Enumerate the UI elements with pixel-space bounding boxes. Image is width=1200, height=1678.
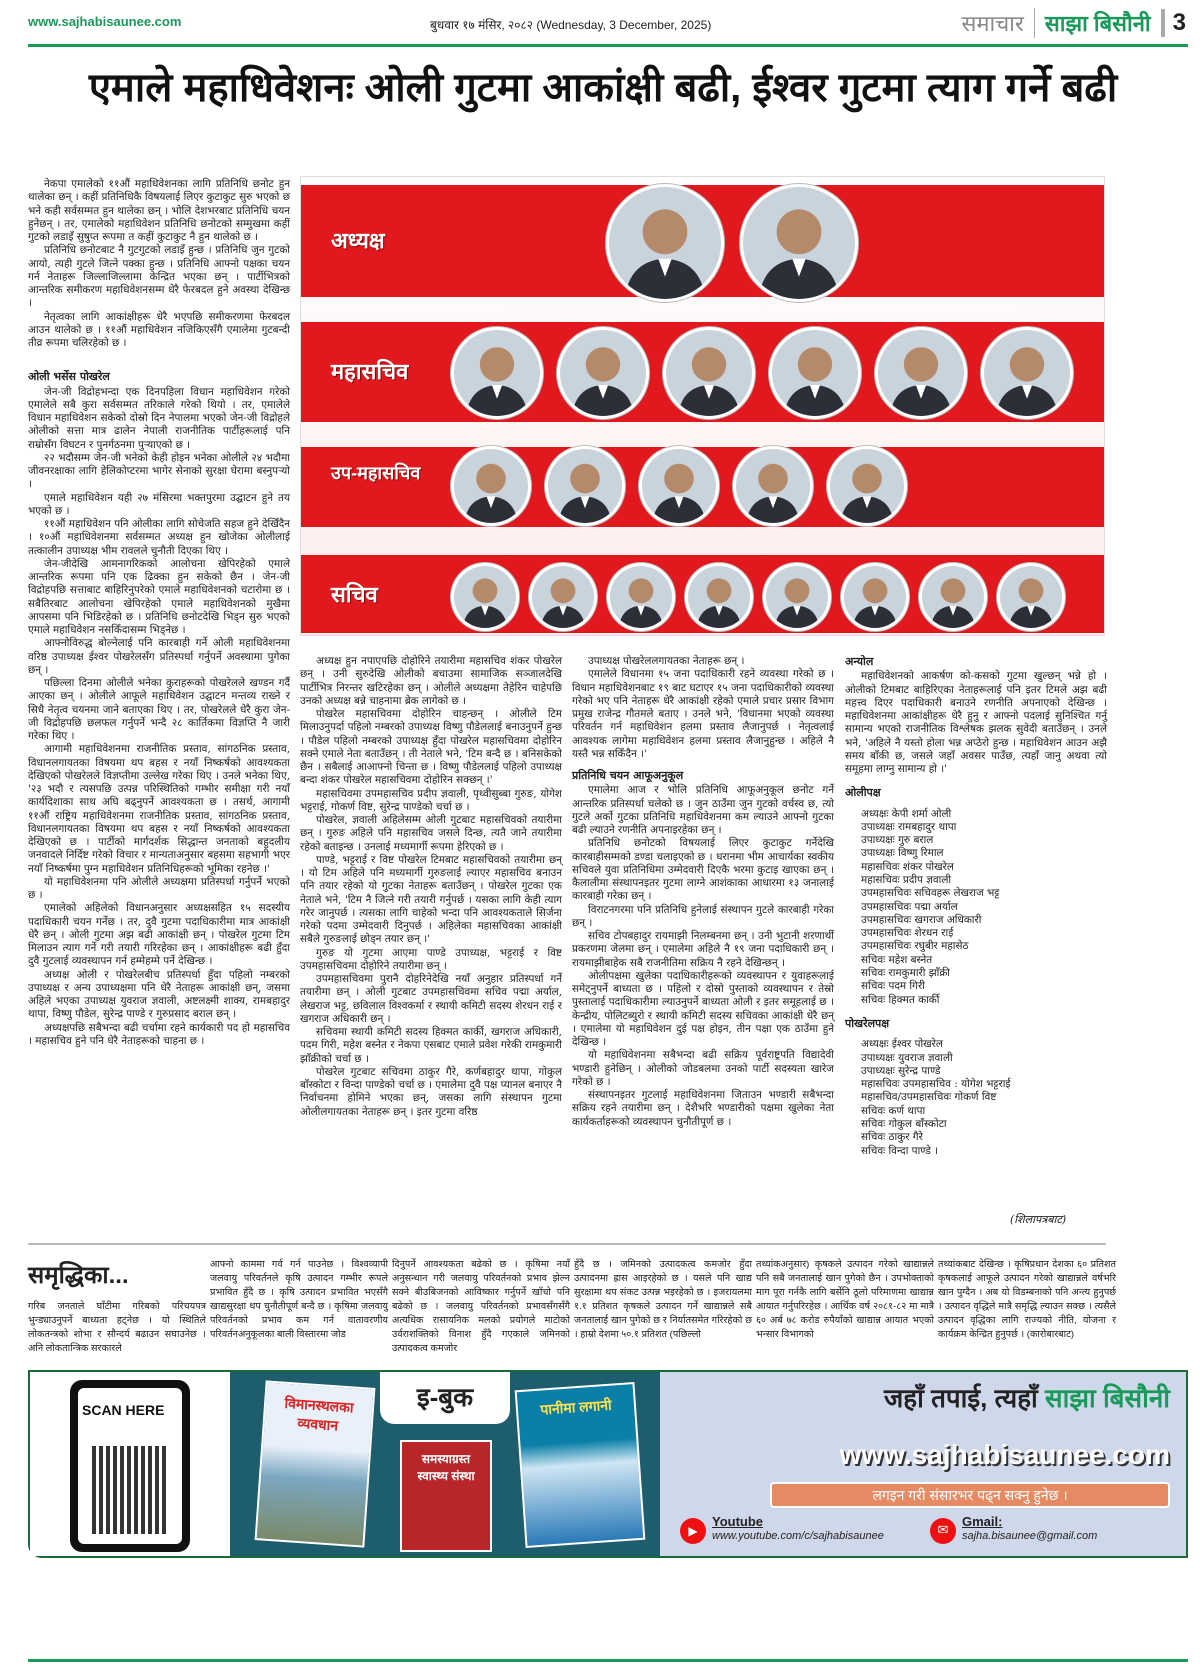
editorial-column: तथ्यांकअनुसार) कृषकले उत्पादन गरेको खाद्यान्नले पनि सबै जनतालाई खान पुगेको छैन । उपभोक्ताको माग पूरा गर्नकै लागि बर्सेनि ठूलो परिमाणमा खाद्यान्न आयात गर्नुपरिरहेछ । आर्थिक वर्ष २०८१-८२ मा मात्रै ६० अर्ब ७८ करोड रुपैयाँको खाद्यान्न आयात भएको भन्सार विभागको	[756, 1259, 934, 1340]
photos-row	[606, 183, 858, 303]
paragraph: महाधिवेशनको आकर्षण को-कसको गुटमा खुल्छन् भन्ने हो । ओलीको टिमबाट बाहिरिएका नेताहरूलाई पनि इतर टिमले अझ बढी महत्त्व दिएर पदाधिकारी बनाउने रणनीति अपनाएको देखिन्छ । महाधिवेशनमा आकांक्षीहरू धेरै हुनु र आफ्नो पदलाई सुनिश्चित गर्नु सामान्य भएको राजनीतिक विश्लेषक झलक सुवेदी बताउँछन् । उनले भने, 'अहिले नै यस्तो होला भन्न अप्ठेरो हुन्छ । महाधिवेशन आउन अझै समय बाँकी छ, जसले जहाँ अवसर पाउँछ, त्यहाँ जानु अथवा त्यो समूहमा लाग्नु सामान्य हो ।'	[845, 670, 1107, 775]
faction-member: उपमहासचिवः सचिवहरू लेखराज भट्ट	[861, 887, 1000, 900]
article-column-4	[845, 655, 1107, 1158]
faction-member: उपाध्यक्षः सुरेन्द्र पाण्डे	[861, 1064, 941, 1077]
paragraph: नेतृत्वका लागि आकांक्षीहरू धेरै भएपछि समीकरणमा फेरबदल आउन थालेको छ । ११औं महाधिवेशन नजिकिएसँगै एमालेमा गुटबन्दी तीव्र रूपमा चलिरहेको छ ।	[28, 310, 290, 349]
section-name: समाचार	[961, 11, 1024, 36]
paragraph: जेन-जी विद्रोहभन्दा एक दिनपहिला विधान महाधिवेशन गरेको एमालेले सबै कुरा सर्वसम्मत तरिकाले गरेको थियो । तर, एमालेले विधान महाधिवेशन सकेको दोस्रो दिन नेपालमा भएको जेन-जी विद्रोहले ओलीको सत्ता मात्र ढालेन नेपाली राजनीतिक पार्टीहरूलाई पनि राम्रोसँग विघटन र पुनर्गठनमा पुऱ्याएको छ ।	[28, 385, 290, 451]
phone-icon	[70, 1380, 190, 1552]
mail-icon[interactable]: ✉	[930, 1518, 956, 1544]
paragraph: सचिवमा स्थायी कमिटी सदस्य हिक्मत कार्की, खगराज अधिकारी, पदम गिरी, महेश बस्नेत र नेकपा एसबाट एमाले प्रवेश गरेकी रामकुमारी झाँक्रीको चर्चा छ ।	[300, 1026, 562, 1065]
paragraph: अध्यक्षपछि सबैभन्दा बढी चर्चामा रहने कार्यकारी पद हो महासचिव । महासचिव हुने पनि धेरै नेताहरूको चाहना छ ।	[28, 1021, 290, 1047]
ad-slogan: जहाँ तपाई, त्यहाँ साझा बिसौनी	[884, 1383, 1170, 1413]
portrait-photo	[607, 563, 675, 631]
faction-member: सचिवः ठाकुर गैरे	[861, 1131, 923, 1144]
faction-member: उपमहासचिवः खगराज अधिकारी	[861, 913, 982, 926]
faction-member: उपमहासचिवः शेरधन राई	[861, 927, 954, 940]
site-url[interactable]: www.sajhabisaunee.com	[28, 14, 182, 29]
masthead-brand: साझा बिसौनी	[1034, 8, 1151, 38]
paragraph: ओलीपक्षमा खुलेका पदाधिकारीहरूको व्यवस्थापन र युवाहरूलाई समेट्नुपर्ने बाध्यता छ । पहिलो र दोस्रो पुस्ताको व्यवस्थापन र तेस्रो पुस्तालाई पदाधिकारीमा ल्याउनुपर्ने बाध्यता ओली र इतर समूहलाई छ । केन्द्रीय, पोलिटब्युरो र स्थायी कमिटी सदस्य सचिवका आकांक्षी धेरै छन् । एमालेमा यो महाधिवेशन दुई पक्ष होइन, तीन पक्षा एक ठाउँमा हुने देखिन्छ ।	[572, 969, 834, 1048]
footer-rule	[28, 1659, 1188, 1662]
pokharel-faction-list	[845, 1038, 1107, 1158]
portrait-photo	[606, 184, 724, 302]
paragraph: सचिव टोपबहादुर रायमाझी निलम्बनमा छन् । उनी भुटानी शरणार्थी प्रकरणमा जेलमा छन् । एमालेमा अहिले नै १९ जना पदाधिकारी छन् । रायमाझीबाहेक सबै राजनीतिमा सक्रिय नै रहने देखिन्छन् ।	[572, 930, 834, 969]
portrait-photo	[981, 327, 1073, 419]
photos-row	[451, 562, 1065, 632]
portrait-photo	[841, 563, 909, 631]
login-banner: लगइन गरी संसारभर पढ्न सक्नु हुनेछ ।	[770, 1482, 1170, 1508]
faction-member: सचिवः पदम गिरी	[861, 980, 925, 993]
row-label: सचिव	[331, 582, 378, 607]
paragraph: जेन-जीदेखि आमनागरिकको आलोचना खेपिरहेको एमाले आन्तरिक रूपमा पनि एक ढिक्का हुन सकेको छैन । जेन-जी विद्रोहपछि सत्ताबाट बाहिरिनुपरेको एमाले महाधिवेशनको चटारोमा छ । सबैतिरबाट आलोचना खेपिरहेको एमाले महाधिवेशनको मुखैमा आपसमा पनि भिडिरहेको छ । प्रतिनिधि छनोटदेखि भिड्न सुरु भएको एमाले महाधिवेशन नसकिँदासम्म भिड्नेछ ।	[28, 557, 290, 636]
paragraph: उपमहासचिवमा पुरानै दोहरिनेदेखि नयाँ अनुहार प्रतिस्पर्धा गर्ने तयारीमा छन् । ओली गुटबाट उपमहासचिवमा सचिव पद्मा अर्याल, लेखराज भट्ट, छविलाल विश्वकर्मा र स्थायी कमिटी सदस्य शेरधन राई र खगराज अधिकारी छन् ।	[300, 973, 562, 1025]
books-panel	[230, 1372, 660, 1556]
faction-member: सचिवः विन्दा पाण्डे ।	[861, 1144, 939, 1157]
faction-member: सचिवः कर्ण थापा	[861, 1104, 926, 1117]
paragraph: पोखरेल महासचिवमा दोहोरिन चाहन्छन् । ओलीले टिम मिलाउनुपर्दा पहिलो नम्बरको उपाध्यक्ष विष्णु पौडेललाई बनाउनुपर्ने हुन्छ । पौडेल पहिलो नम्बरको उपाध्यक्ष हुँदा पोखरेल महासचिवमा दोहोरिन सक्ने एमाले नेता बताउँछन् । ती नेताले भने, 'टिम बन्दै छ । बनिसकेको छैन । सबैलाई आआफ्नो चिन्ता छ । विष्णु पौडेललाई पहिलो उपाध्यक्ष बन्दा शंकर पोखरेल महासचिवमा दोहोरिन सक्छन् ।'	[300, 708, 562, 787]
editorial-column: आफ्नो काममा गर्व गर्न पाउनेछ । विश्वव्यापी जलवायु परिवर्तनले कृषि उत्पादन गम्भीर रूपले प्रभावित हुँदै छ । कृषि उत्पादन प्रभावित भएसँगै खाद्यसुरक्षा थप चुनौतीपूर्ण बन्दै छ । कृषिमा जलवायु परिवर्तनको प्रभाव कम गर्न वातावरणीय परिवर्तनअनुकूलका बाली विस्तारमा जोड	[210, 1259, 388, 1340]
paragraph: एमालेको अहिलेको विधानअनुसार अध्यक्षसहित १५ सदस्यीय पदाधिकारी चयन गर्नेछ । तर, दुवै गुटमा पदाधिकारीमा मात्र आकांक्षी धेरै छन् । ओली गुटमा अझ बढी आकांक्षी छन् । पोखरेल गुटमा टिम मिलाउन त्याग गर्ने गरी तयारी गरिरहेका छन् । आकांक्षीहरू बढी हुँदा दुवै गुटलाई व्यवस्थापन गर्न हम्मेहम्मे पर्ने देखिन्छ ।	[28, 902, 290, 968]
faction-member: उपाध्यक्षः गुरु बराल	[861, 834, 934, 847]
portrait-photo	[769, 327, 861, 419]
faction-member: अध्यक्षः केपी शर्मा ओली	[861, 807, 952, 820]
article-column-1	[28, 178, 290, 1048]
editorial-column: हुँदै छ । जमिनको उत्पादकत्व कमजोर हुँदा उत्पादनमा ह्रास आइरहेको छ । यसले पनि खाद्य सुरक्षामा थप संकट उत्पन्न भइरहेको छ । इजरायलमा १.१ प्रतिशत कृषकले उत्पादन गर्ने खाद्यान्नले सबै जनतालाई खान पुगेको छ र निर्यातसमेत गरिरहेको छ । हाम्रो देशमा ५०.१ प्रतिशत (पछिल्लो	[574, 1259, 752, 1340]
paragraph: विराटनगरमा पनि प्रतिनिधि हुनेलाई संस्थापन गुटले कारबाही गरेका छन् ।	[572, 903, 834, 929]
portrait-photo	[451, 327, 543, 419]
paragraph: ११औं महाधिवेशन पनि ओलीका लागि सोचेजति सहज हुने देखिँदैन । १०औं महाधिवेशनमा सर्वसम्मत अध्यक्ष हुन खोजेका ओलीलाई तत्कालीन उपाध्यक्ष भीम रावलले चुनौती दिएका थिए ।	[28, 518, 290, 557]
editorial-column: तथ्यांकबाट देखिन्छ । कृषिप्रधान देशका ६० प्रतिशत कृषकलाई आफूले उत्पादन गरेको खाद्यान्नले वर्षभरि खान पुग्दैन । अब यो विडम्बनाको पनि अन्त्य हुनुपर्छ । उत्पादन वृद्धिले मात्रै समृद्धि ल्याउन सक्छ । त्यसैले उत्पादन वृद्धिका लागि राज्यको नीति, योजना र कार्यक्रम केन्द्रित हुनुपर्छ । (कारोबारबाट)	[938, 1259, 1116, 1340]
paragraph: अध्यक्ष हुन नपाएपछि दोहोरिने तयारीमा महासचिव शंकर पोखरेल छन् । उनी सुरुदेखि ओलीको बचाउमा सामाजिक सञ्जालदेखि पार्टीभित्र निरन्तर खटिरहेका छन् । ओलीले अध्यक्षमा तेहेरिन चाहेपछि उनको अध्यक्ष बन्ने चाहनामा ब्रेक लागेको छ ।	[300, 655, 562, 707]
paragraph: एमालेमा आज र भोलि प्रतिनिधि आफूअनुकूल छनोट गर्ने आन्तरिक प्रतिस्पर्धा चलेको छ । जुन ठाउँमा जुन गुटको वर्चस्व छ, त्यो गुटले अर्को गुटका प्रतिनिधि महाधिवेशनमा कम ल्याउने आफ्नो गुटका बढी ल्याउने रणनीति अपनाइरहेका छन् ।	[572, 784, 834, 836]
paragraph: आगामी महाधिवेशनमा राजनीतिक प्रस्ताव, सांगठनिक प्रस्ताव, विधानलगायतका विषयमा थप बहस र नयाँ निष्कर्षको आवश्यकता देखिएको पोखरेलले विज्ञप्तीमा उल्लेख गरेका थिए । उनले भनेका थिए, '२३ भदौ र त्यसपछि उत्पन्न परिस्थितिको गम्भीर समीक्षा गरी नयाँ कार्यदिशाका साथ अघि बढ्नुपर्ने आवश्यकता छ । तसर्थ, आगामी ११औं राष्ट्रिय महाधिवेशनमा राजनीतिक प्रस्ताव, सांगठनिक प्रस्ताव, विधानलगायतका विषयमा थप बहस र नयाँ निष्कर्षको आवश्यकता देखिएको छ । पार्टीको मार्गदर्शक सिद्धान्त जनताको बहुदलीय जनवादले निर्दिष्ट गरेको विचार र मान्यताअनुसार बहसमा सहभागी भएर नयाँ निष्कर्षमा पुग्न महाधिवेशन प्रतिनिधिहरूको भूमिका रहनेछ ।'	[28, 743, 290, 875]
qr-code-icon[interactable]	[92, 1446, 168, 1534]
faction-member: सचिवः रामकुमारी झाँक्री	[861, 967, 950, 980]
subheading: प्रतिनिधि चयन आफूअनुकूल	[572, 769, 684, 782]
editorial-column: गरिब जनताले घाँटीमा गरिबको परिचयपत्र भुन्ड्याउनुपर्ने बाध्यता हट्नेछ । यो स्थितिले लोकतन्त्रको शोभा र सौन्दर्य बढाउन सघाउनेछ । अनि लोकतान्त्रिक सरकारले	[28, 1301, 206, 1354]
portrait-photo	[451, 563, 519, 631]
faction-member: महासचिवः प्रदीप ज्ञवाली	[861, 873, 952, 886]
portrait-photo	[639, 446, 719, 526]
paragraph: अध्यक्ष ओली र पोखरेलबीच प्रतिस्पर्धा हुँदा पहिलो नम्बरको उपाध्यक्ष र अन्य उपाध्यक्षमा पनि धेरै नेताहरू आकांक्षी छन्, जसमा अहिले भएका उपाध्यक्ष युवराज ज्ञवाली, अष्टलक्ष्मी शाक्य, रामबहादुर थापा, विष्णु पौडेल, सुरेन्द्र पाण्डे र गुरुप्रसाद बराल छन् ।	[28, 968, 290, 1021]
article-column-3	[572, 655, 834, 1129]
subheading: अन्योल	[845, 655, 874, 668]
subheading: पोखरेलपक्ष	[845, 1016, 890, 1030]
portrait-photo	[997, 563, 1065, 631]
youtube-link[interactable]: www.youtube.com/c/sajhabisaunee	[712, 1530, 884, 1542]
photos-row	[451, 325, 1073, 421]
paragraph: आफ्नोविरुद्ध बोल्नेलाई पनि कारबाही गर्ने ओली महाधिवेशनमा वरिष्ठ उपाध्यक्ष ईश्वर पोखरेलसँग प्रतिस्पर्धा गर्नुपर्ने अवस्थामा पुगेका छन् ।	[28, 637, 290, 676]
paragraph: एमालेले विधानमा १५ जना पदाधिकारी रहने व्यवस्था गरेको छ । विधान महाधिवेशनबाट १९ बाट घटाएर १५ जना पदाधिकारीको व्यवस्था गरेको भए पनि नेताहरू धेरै आकांक्षी रहेको एमाले प्रचार प्रसार विभाग प्रमुख राजेन्द्र गौतमले बताए । उनले भने, 'विधानमा भएको व्यवस्था परिवर्तन गर्न महाधिवेशन हलमा प्रस्ताव लैजानुपर्छ । नेतृत्वलाई आवश्यक लागेमा महाधिवेशन हलमा प्रस्ताव लैजानुहुन्छ । अहिले नै यस्तै भन्न सकिँदैन ।'	[572, 668, 834, 760]
portrait-photo	[685, 563, 753, 631]
book-cover[interactable]: पानीमा लगानी	[515, 1382, 646, 1548]
youtube-icon[interactable]: ▶	[680, 1518, 706, 1544]
book-cover[interactable]: समस्याग्रस्त स्वास्थ्य संस्था	[400, 1440, 492, 1552]
paragraph: महासचिवमा उपमहासचिव प्रदीप ज्ञवाली, पृथ्वीसुब्बा गुरुङ, योगेश भट्टराई, गोकर्ण विष्ट, सुरेन्द्र पाण्डेको चर्चा छ ।	[300, 787, 562, 813]
portrait-photo	[827, 446, 907, 526]
paragraph: २२ भदौसम्म जेन-जी भनेको केही होइन भनेका ओलीले २४ भदौमा जीवनरक्षाका लागि हेलिकोप्टरमा भागेर सेनाको सुरक्षा घेरामा बस्नुपऱ्यो ।	[28, 451, 290, 491]
paragraph: संस्थापनइतर गुटलाई महाधिवेशनमा जिताउन भण्डारी सबैभन्दा सक्रिय रहने तयारीमा छन् । देशैभरि भण्डारीको पक्षमा खुलेका नेता कार्यकर्ताहरूको व्यवस्थापन चुनौतीपूर्ण छ ।	[572, 1089, 834, 1128]
faction-member: महासचिव/उपमहासचिवः गोकर्ण विष्ट	[861, 1091, 997, 1104]
portrait-photo	[919, 563, 987, 631]
portrait-photo	[529, 563, 597, 631]
faction-member: उपमहासचिवः रघुबीर महासेठ	[861, 940, 969, 953]
paragraph: यो महाधिवेशनमा सबैभन्दा बढी सक्रिय पूर्वराष्ट्रपति विद्यादेवी भण्डारी हुनेछिन् । ओलीको जोडबलमा उनको पार्टी सदस्यता खारेज गरेको छ ।	[572, 1049, 834, 1088]
book-cover[interactable]: विमानस्थलका व्यवधान	[255, 1380, 376, 1547]
gmail-label: Gmail:	[962, 1514, 1003, 1529]
masthead	[961, 8, 1186, 38]
ebook-advertisement[interactable]	[28, 1370, 1188, 1558]
editorial-column: दिनुपर्ने आवश्यकता बढेको छ । कृषिमा नयाँ अनुसन्धान गरी जलवायु परिवर्तनको प्रभाव झेल्न सक्ने बीउबिजनको आविष्कार गर्नुपर्ने खाँचो पनि बढेको छ । जलवायु परिवर्तनको प्रभावसँगसँगै अत्यधिक रासायनिक मलको प्रयोगले माटोको उर्वराशक्तिको विनाश हुँदै गएकाले जमिनको उत्पादकत्व कमजोर	[392, 1259, 570, 1354]
paragraph: पाण्डे, भट्टराई र विष्ट पोखरेल टिमबाट महासचिवको तयारीमा छन् । यो टिम अहिले पनि मध्यमार्गी गुरुङलाई ल्याएर महासचिव बनाउन पनि तयार रहेको यो गुटका नेताहरू बताउँछन् । पोखरेल गुटका एक नेताले भने, 'टिम नै जित्ने गरी तयारी गर्नुपर्छ । यसका लागि केही त्याग गरेर जानुपर्छ । त्यसका लागि चाहेको भन्दा पनि आवश्यकताले सिर्जना गरेको पदमा उम्मेदवारी दिनुपर्छ । अहिलेका महासचिवका आकांक्षी सबैले गुरुङलाई छोड्न तयार छन् ।'	[300, 853, 562, 946]
subheading: ओली भर्सेस पोखरेल	[28, 370, 110, 384]
row-label: उप-महासचिव	[331, 463, 421, 483]
portrait-photo	[740, 184, 858, 302]
portrait-photo	[875, 327, 967, 419]
ebook-label: इ-बुक	[380, 1372, 510, 1424]
paragraph: पोखरेल, ज्ञवाली अहिलेसम्म ओली गुटबाट महासचिवको तयारीमा छन् । गुरुङ अहिले पनि महासचिव जसले दिन्छ, त्यतै जाने तयारीमा रहेको बताइन्छ । उनलाई मध्यमार्गी रूपमा हेरिएको छ ।	[300, 814, 562, 853]
paragraph: पछिल्ला दिनमा ओलीले भनेका कुराहरूको पोखरेलले खण्डन गर्दै आएका छन् । ओलीले आफूले महाधिवेशन उद्घाटन मन्तव्य राख्ने र सिधै नेतृत्व चयनमा जाने बताएका थिए । तर, पोखरेलले धेरै कुरा जेन-जी विद्रोहपछि छलफल गर्नुपर्ने भन्दै २८ कार्तिकमा विज्ञप्ति नै जारी गरेका थिए ।	[28, 677, 290, 742]
header-rule	[28, 44, 1188, 47]
section-divider	[28, 1243, 1106, 1245]
paragraph: उपाध्यक्ष पोखरेललगायतका नेताहरू छन् ।	[588, 655, 745, 667]
ad-website[interactable]: www.sajhabisaunee.com	[839, 1439, 1170, 1470]
page-number: 3	[1161, 9, 1186, 37]
article-column-2	[300, 655, 562, 1119]
faction-member: सचिवः हिक्मत कार्की	[861, 993, 940, 1006]
headline: एमाले महाधिवेशनः ओली गुटमा आकांक्षी बढी, ईश्वर गुटमा त्याग गर्ने बढी	[88, 66, 1118, 110]
faction-member: उपाध्यक्षः विष्णु रिमाल	[861, 847, 944, 860]
portrait-photo	[663, 327, 755, 419]
youtube-label: Youtube	[712, 1514, 764, 1529]
faction-member: महासचिवः उपमहासचिव : योगेश भट्टराई	[861, 1078, 1011, 1091]
paragraph: यो महाधिवेशनमा पनि ओलीले अध्यक्षमा प्रतिस्पर्धा गर्नुपर्ने भएको छ ।	[28, 875, 290, 901]
row-label: अध्यक्ष	[331, 228, 385, 253]
photos-row	[451, 445, 907, 527]
faction-member: उपाध्यक्षः रामबहादुर थापा	[861, 820, 957, 833]
scan-here-label: SCAN HERE	[82, 1402, 165, 1418]
editorial-title: समृद्धिका...	[28, 1262, 129, 1289]
row-label: महासचिव	[331, 359, 409, 384]
subheading: ओलीपक्ष	[845, 786, 881, 800]
paragraph: नेकपा एमालेको ११औं महाधिवेशनका लागि प्रतिनिधि छनोट हुन थालेका छन् । कहीं प्रतिनिधिकै विषयलाई लिएर कुटाकुट सुरु भएको छ भने कही सर्वसम्मत हुन थालेका छन् । भोलि देशभरबाट प्रतिनिधि चयन हुनेछन् । तर, एमालेको महाधिवेशन प्रतिनिधि छनोटको सम्मुखमा कहीं गुटको लडाइँ सुषुप्त रूपमा त कहीं कुटाकुट नै हुन थालेको छ ।	[28, 178, 290, 243]
gmail-address[interactable]: sajha.bisaunee@gmail.com	[962, 1530, 1098, 1542]
qr-panel	[30, 1372, 230, 1556]
faction-member: अध्यक्षः ईश्वर पोखरेल	[861, 1038, 943, 1051]
paragraph: प्रतिनिधि छनोटको विषयलाई लिएर कुटाकुट गर्नेदेखि कारबाहीसम्मको डण्डा चलाइएको छ । धरानमा भीम आचार्यका स्वकीय सचिवले युवा प्रतिनिधिमा उम्मेदवारी दिएकै भरमा कुटाइ खाएका छन् । कैलालीमा संस्थापनइतर गुटमा लाग्ने आशंकाका आधारमा १३ जनालाई कारबाही गरेका छन् ।	[572, 837, 834, 903]
faction-member: महासचिवः शंकर पोखरेल	[861, 860, 954, 873]
portrait-photo	[545, 446, 625, 526]
portrait-photo	[763, 563, 831, 631]
oli-faction-list	[845, 808, 1107, 1007]
paragraph: एमाले महाधिवेशन यही २७ मंसिरमा भक्तपुरमा उद्घाटन हुने तय भएको छ ।	[28, 491, 290, 517]
candidates-graphic	[300, 176, 1105, 636]
portrait-photo	[451, 446, 531, 526]
paragraph: प्रतिनिधि छनोटबाट नै गुटगुटको लडाइँ हुन्छ । प्रतिनिधि जुन गुटको आयो, त्यही गुटले जित्ने पक्का हुन्छ । प्रतिनिधि आफ्नो पक्षका चयन गर्न नेताहरू जिल्लाजिल्लामा केन्द्रित भएका छन् । पार्टीभित्रको आन्तरिक समीकरण महाधिवेशनसम्म धेरै फेरबदल हुने अवस्था देखिन्छ ।	[28, 244, 290, 310]
portrait-photo	[557, 327, 649, 419]
faction-member: सचिवः महेश बस्नेत	[861, 953, 933, 966]
paragraph: पोखरेल गुटबाट सचिवमा ठाकुर गैरे, कर्णबहादुर थापा, गोकुल बाँस्कोटा र विन्दा पाण्डेको चर्चा छ । एमालेमा दुवै पक्ष प्यानल बनाएर नै निर्वाचनमा होमिने भएका छन्, जसका लागि संस्थापन गुटमा ओलीलगायतका नेताहरू छन् । इतर गुटमा वरिष्ठ	[300, 1065, 562, 1118]
portrait-photo	[733, 446, 813, 526]
issue-date: बुधवार १७ मंसिर, २०८२ (Wednesday, 3 December, 2025)	[430, 18, 712, 32]
paragraph: गुरुङ यो गुटमा आएमा पाण्डे उपाध्यक्ष, भट्टराई र विष्ट उपमहासचिवमा दोहोरिने तयारीमा छन् ।	[300, 946, 562, 972]
faction-member: उपमहासचिवः पद्मा अर्याल	[861, 900, 958, 913]
source-credit: (शिलापत्रबाट)	[1010, 1213, 1067, 1226]
faction-member: उपाध्यक्षः युवराज ज्ञवाली	[861, 1051, 953, 1064]
faction-member: सचिवः गोकुल बाँस्कोटा	[861, 1117, 947, 1130]
